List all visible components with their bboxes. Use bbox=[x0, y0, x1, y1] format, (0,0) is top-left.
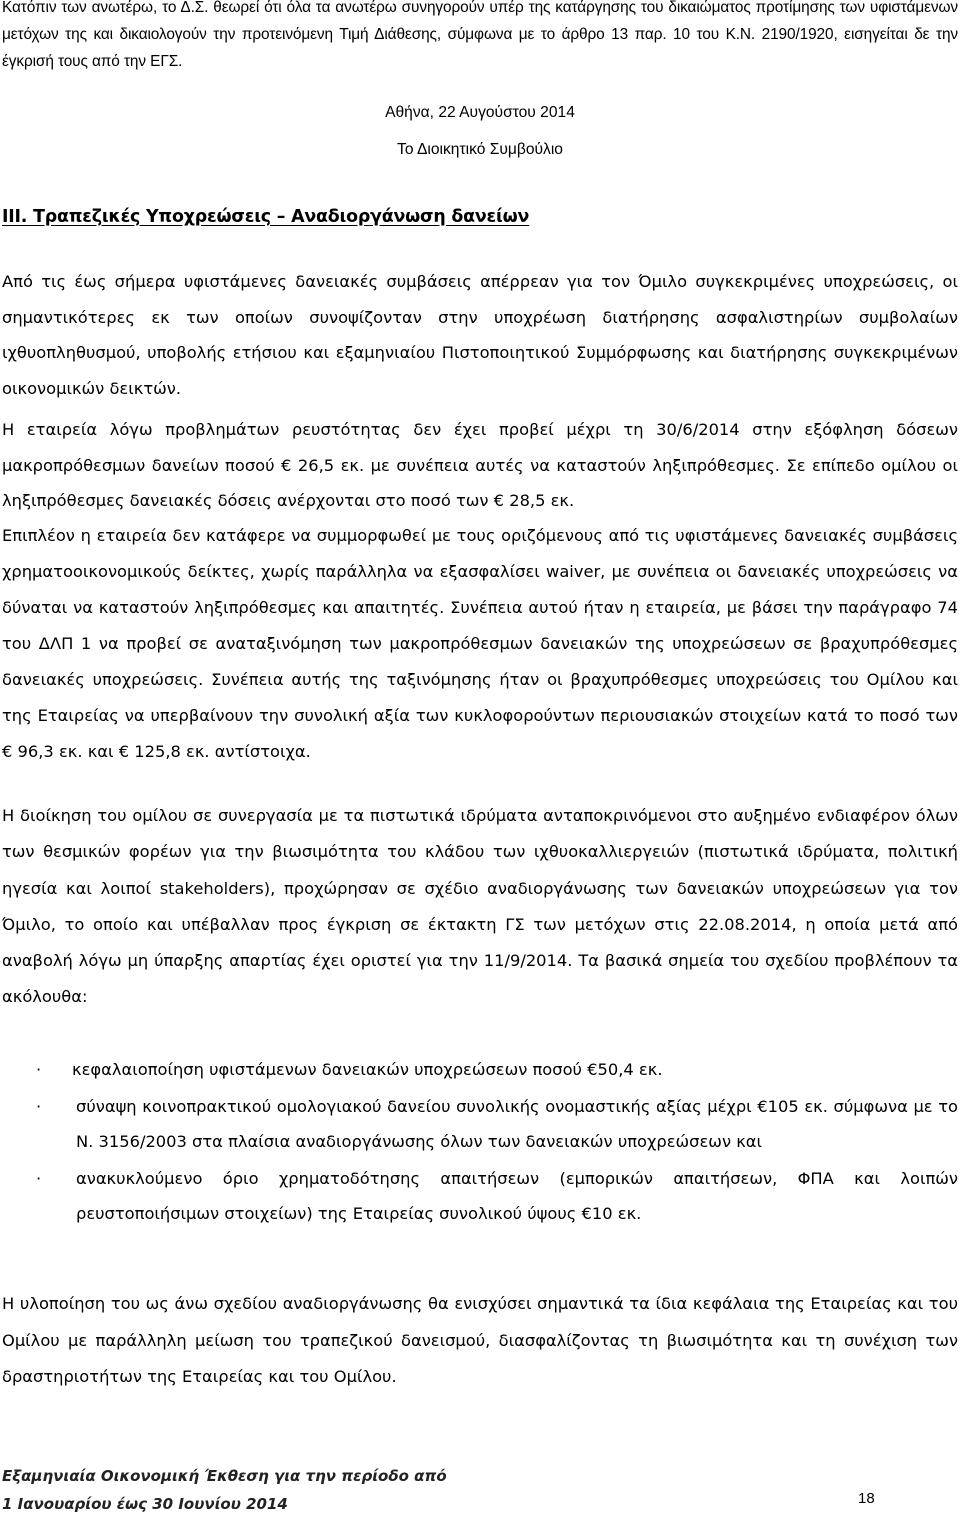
paragraph-restructuring-plan: Η διοίκηση του ομίλου σε συνεργασία με τα πιστωτικά ιδρύματα ανταποκρινόμενοι στο αυξημένο ενδιαφέρον όλων των θεσμικών φορέων για την βιωσιμότητα του κλάδου των ιχθυοκαλλιεργειών (πιστωτικά ιδρύματα, πολιτική ηγεσία και λοιποί stakeholders), προχώρησαν σε σχέδιο αναδιοργάνωσης των δανειακών υποχρεώσεων για τον Όμιλο, το οποίο και υπέβαλλαν προς έγκριση σε έκτακτη ΓΣ των μετόχων στις 22.08.2014, η οποία μετά από αναβολή λόγω μη ύπαρξης απαρτίας έχει οριστεί για την 11/9/2014. Τα βασικά σημεία του σχεδίου προβλέπουν τα ακόλουθα: bbox=[2, 806, 958, 1007]
signatory: Το Διοικητικό Συμβούλιο bbox=[397, 141, 563, 158]
place-date: Αθήνα, 22 Αυγούστου 2014 bbox=[385, 104, 575, 121]
paragraph-obligations: Από τις έως σήμερα υφιστάμενες δανειακές συμβάσεις απέρρεαν για τον Όμιλο συγκεκριμένες υποχρεώσεις, οι σημαντικότερες εκ των οποίων συνοψίζονταν στην υποχρέωση διατήρησης ασφαλιστηρίων συμβολαίων ιχθυοπληθυσμού, υποβολής ετήσιου και εξαμηνιαίου Πιστοποιητικού Συμμόρφωσης και διατήρησης συγκεκριμένων οικονομικών δεικτών. bbox=[2, 272, 958, 398]
list-item-text: ανακυκλούμενο όριο χρηματοδότησης απαιτήσεων (εμπορικών απαιτήσεων, ΦΠΑ και λοιπών ρευστοποιήσιμων στοιχείων) της Εταιρείας συνολικού ύψους €10 εκ. bbox=[76, 1168, 958, 1223]
intro-paragraph: Κατόπιν των ανωτέρω, το Δ.Σ. θεωρεί ότι όλα τα ανωτέρω συνηγορούν υπέρ της κατάργησης του δικαιώματος προτίμησης των υφιστάμενων μετόχων της και δικαιολογούν την προτεινόμενη Τιμή Διάθεσης, σύμφωνα με το άρθρο 13 παρ. 10 του Κ.Ν. 2190/1920, εισηγείται δε την έγκρισή τους από την ΕΓΣ. bbox=[2, 0, 958, 70]
list-item bbox=[2, 1161, 958, 1232]
bullet-marker: · bbox=[36, 1168, 42, 1188]
paragraph-overdue-loans: Η εταιρεία λόγω προβλημάτων ρευστότητας δεν έχει προβεί μέχρι τη 30/6/2014 στην εξόφληση δόσεων μακροπρόθεσμων δανείων ποσού € 26,5 εκ. με συνέπεια αυτές να καταστούν ληξιπρόθεσμες. Σε επίπεδο ομίλου οι ληξιπρόθεσμες δανειακές δόσεις ανέρχονται στο ποσό των € 28,5 εκ. bbox=[2, 420, 958, 510]
page-number: 18 bbox=[858, 1490, 875, 1507]
footer-report-period: 1 Ιανουαρίου έως 30 Ιουνίου 2014 bbox=[2, 1495, 288, 1513]
section-heading: III. Τραπεζικές Υποχρεώσεις – Αναδιοργάνωση δανείων bbox=[2, 207, 530, 227]
plan-points-list bbox=[2, 1052, 958, 1233]
bullet-marker: · bbox=[36, 1060, 42, 1079]
list-item-text: κεφαλαιοποίηση υφιστάμενων δανειακών υποχρεώσεων ποσού €50,4 εκ. bbox=[72, 1060, 663, 1079]
paragraph-conclusion: Η υλοποίηση του ως άνω σχεδίου αναδιοργάνωσης θα ενισχύσει σημαντικά τα ίδια κεφάλαια της Εταιρείας και του Ομίλου με παράλληλη μείωση του τραπεζικού δανεισμού, διασφαλίζοντας τη βιωσιμότητα και τη συνέχιση των δραστηριοτήτων της Εταιρείας και του Ομίλου. bbox=[2, 1294, 958, 1386]
paragraph-covenants: Επιπλέον η εταιρεία δεν κατάφερε να συμμορφωθεί με τους οριζόμενους από τις υφιστάμενες δανειακές συμβάσεις χρηματοοικονομικούς δείκτες, χωρίς παράλληλα να εξασφαλίσει waiver, με συνέπεια οι δανειακές υποχρεώσεις να δύναται να καταστούν ληξιπρόθεσμες και απαιτητές. Συνέπεια αυτού ήταν η εταιρεία, με βάσει την παράγραφο 74 του ΔΛΠ 1 να προβεί σε αναταξινόμηση των μακροπρόθεσμων δανειακών της υποχρεώσεων σε βραχυπρόθεσμες δανειακές υποχρεώσεις. Συνέπεια αυτής της ταξινόμησης ήταν οι βραχυπρόθεσμες υποχρεώσεις του Ομίλου και της Εταιρείας να υπερβαίνουν την συνολική αξία των κυκλοφορούντων περιουσιακών στοιχείων κατά το ποσό των € 96,3 εκ. και € 125,8 εκ. αντίστοιχα. bbox=[2, 526, 958, 761]
list-item-text: σύναψη κοινοπρακτικού ομολογιακού δανείου συνολικής ονομαστικής αξίας μέχρι €105 εκ. σύμφωνα με το Ν. 3156/2003 στα πλαίσια αναδιοργάνωσης όλων των δανειακών υποχρεώσεων και bbox=[76, 1096, 958, 1151]
bullet-marker: · bbox=[36, 1096, 42, 1116]
list-item bbox=[2, 1089, 958, 1160]
footer-report-title: Εξαμηνιαία Οικονομική Έκθεση για την περίοδο από bbox=[2, 1467, 447, 1485]
list-item bbox=[2, 1052, 958, 1088]
